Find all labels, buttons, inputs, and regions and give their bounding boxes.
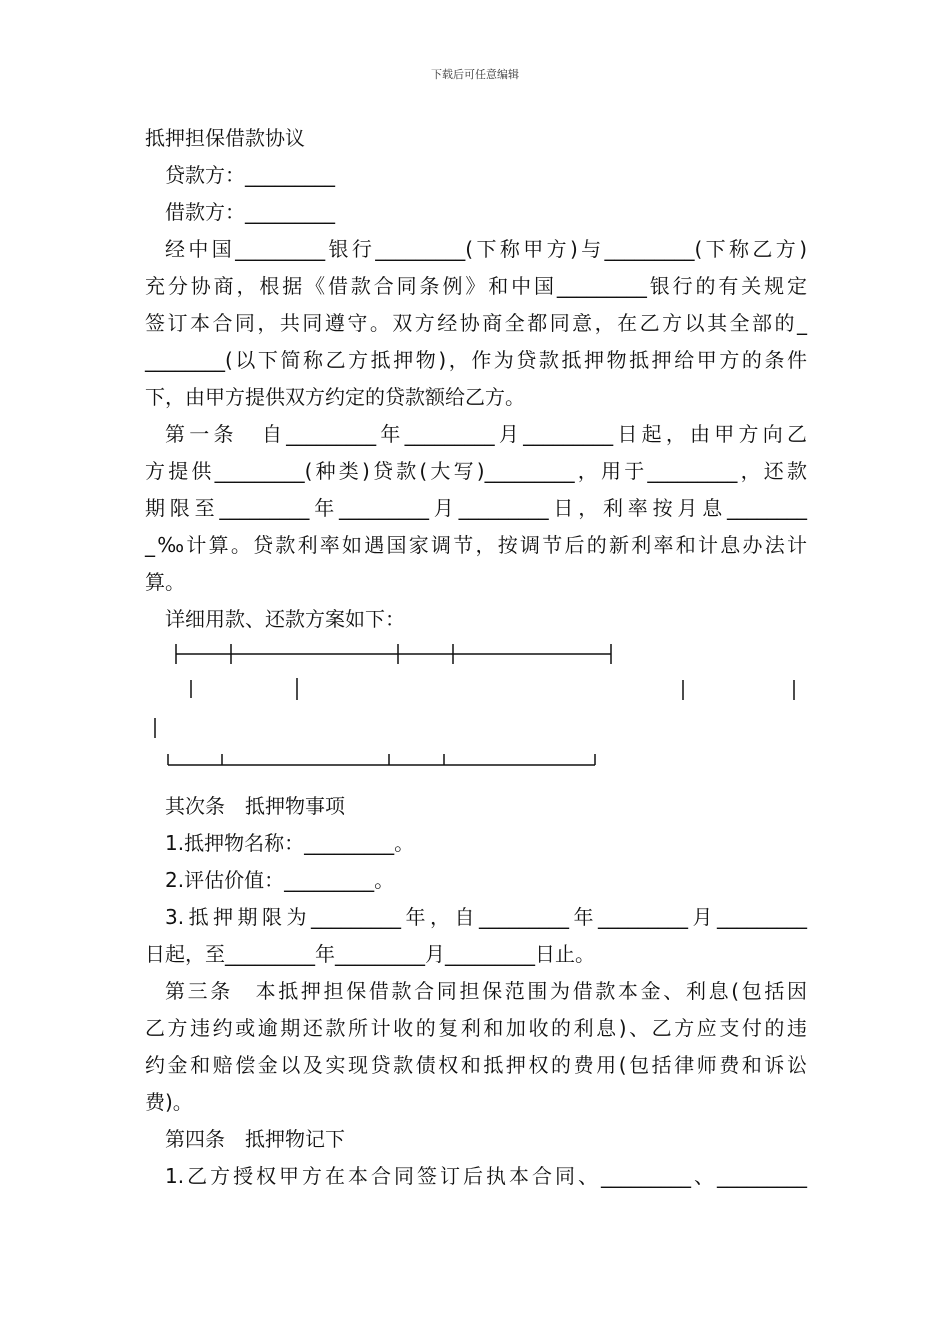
intro-paragraph bbox=[145, 231, 807, 416]
lender-line: 贷款方：_________ bbox=[165, 163, 335, 187]
article-4-title: 第四条 抵押物记下 bbox=[165, 1127, 345, 1151]
article-3-line: 乙方违约或逾期还款所计收的复利和加收的利息)、乙方应支付的违 bbox=[145, 1016, 807, 1040]
article-3 bbox=[145, 973, 807, 1121]
page-header: 下载后可任意编辑 bbox=[431, 68, 519, 81]
intro-line: 签订本合同，共同遵守。双方经协商全都同意，在乙方以其全部的_ bbox=[145, 311, 807, 335]
document-body bbox=[145, 120, 807, 1195]
article-2-item: 3.抵押期限为_________年，自_________年_________月_________ bbox=[165, 905, 807, 929]
article-2-title: 其次条 抵押物事项 bbox=[165, 794, 345, 818]
article-1-line: _‰计算。贷款利率如遇国家调节，按调节后的新利率和计息办法计 bbox=[145, 533, 807, 557]
article-1-line: 方提供_________(种类)贷款(大写)_________，用于_________，还款 bbox=[145, 459, 807, 483]
document-title: 抵押担保借款协议 bbox=[145, 126, 305, 150]
article-2-item: 2.评估价值：_________。 bbox=[165, 868, 395, 892]
intro-line: ________(以下简称乙方抵押物)，作为贷款抵押物抵押给甲方的条件 bbox=[145, 348, 807, 372]
plan-intro: 详细用款、还款方案如下： bbox=[165, 607, 405, 631]
repayment-plan-table bbox=[145, 638, 807, 788]
article-3-line: 费)。 bbox=[145, 1090, 193, 1114]
table-line-art bbox=[145, 638, 807, 788]
intro-line: 经中国_________银行_________(下称甲方)与_________(下称乙方) bbox=[165, 237, 807, 261]
article-2-item: 日起，至_________年_________月_________日止。 bbox=[145, 942, 595, 966]
article-3-line: 约金和赔偿金以及实现贷款债权和抵押权的费用(包括律师费和诉讼 bbox=[145, 1053, 807, 1077]
intro-line: 下，由甲方提供双方约定的贷款额给乙方。 bbox=[145, 385, 525, 409]
borrower-line: 借款方：_________ bbox=[165, 200, 335, 224]
article-1-line: 期限至_________年_________月_________日，利率按月息________ bbox=[145, 496, 807, 520]
intro-line: 充分协商，根据《借款合同条例》和中国_________银行的有关规定 bbox=[145, 274, 807, 298]
article-1-line: 第一条 自_________年_________月_________日起，由甲方向乙 bbox=[165, 422, 807, 446]
article-4-item: 1.乙方授权甲方在本合同签订后执本合同、_________、_________ bbox=[165, 1164, 807, 1188]
article-3-line: 第三条 本抵押担保借款合同担保范围为借款本金、利息(包括因 bbox=[165, 979, 807, 1003]
article-2-item: 1.抵押物名称：_________。 bbox=[165, 831, 415, 855]
article-1 bbox=[145, 416, 807, 601]
article-1-line: 算。 bbox=[145, 570, 185, 594]
